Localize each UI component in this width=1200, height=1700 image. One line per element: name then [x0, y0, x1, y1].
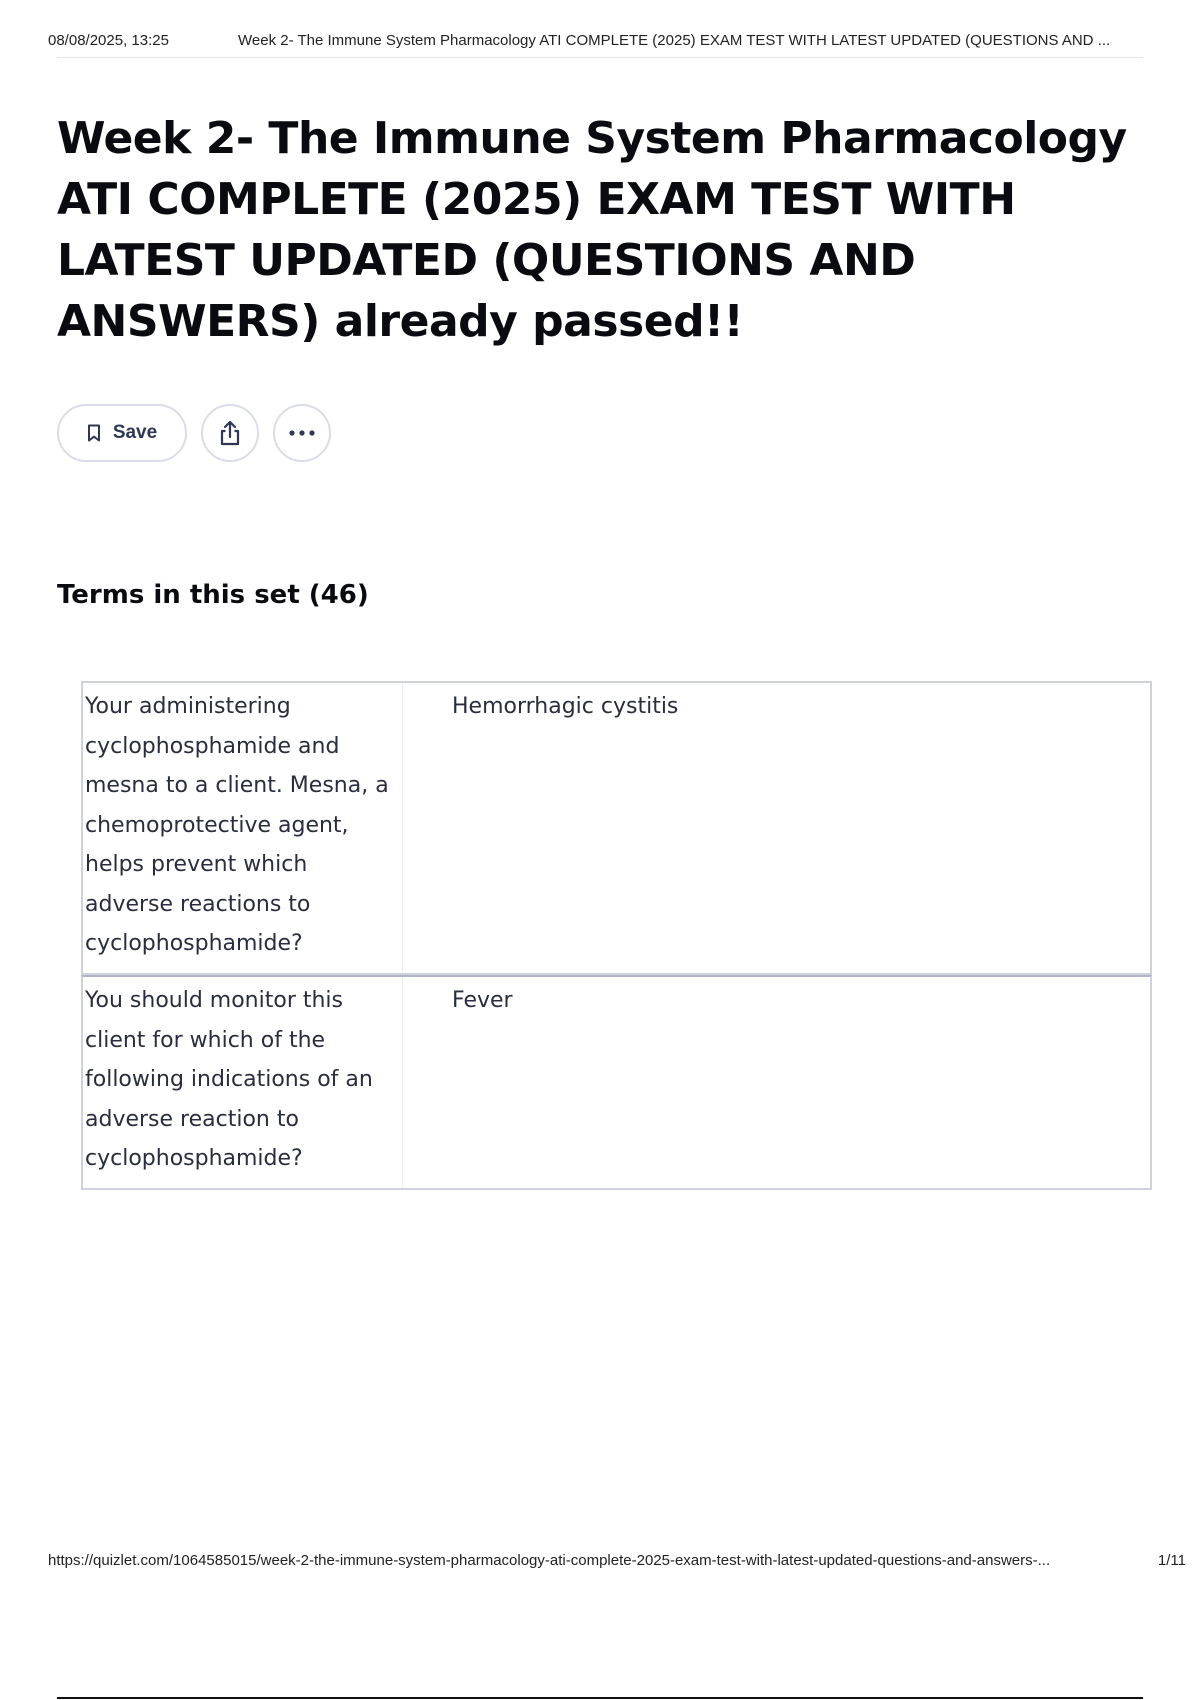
save-button[interactable] — [57, 404, 187, 462]
definition-text: Fever — [452, 988, 513, 1013]
print-timestamp: 08/08/2025, 13:25 — [48, 31, 169, 49]
term-card — [81, 681, 1152, 975]
set-actions — [57, 404, 331, 462]
save-label: Save — [112, 422, 158, 443]
page-title: Week 2- The Immune System Pharmacology ATI COMPLETE (2025) EXAM TEST WITH LATEST UPDATED (QUESTIONS AND ANSWERS) already passed!! — [57, 113, 1127, 347]
footer-divider — [57, 1697, 1143, 1699]
print-document-title: Week 2- The Immune System Pharmacology ATI COMPLETE (2025) EXAM TEST WITH LATEST UPDATED (QUESTIONS AND ... — [238, 31, 1111, 49]
term-card — [81, 975, 1152, 1190]
term-text: Your administering cyclophosphamide and mesna to a client. Mesna, a chemoprotective agent, helps prevent which adverse reactions to cyclophosphamide? — [83, 683, 403, 973]
print-header — [48, 28, 1180, 52]
share-icon — [218, 419, 242, 447]
bookmark-icon — [87, 424, 101, 442]
share-button[interactable] — [201, 404, 259, 462]
more-icon — [288, 429, 316, 437]
term-text: You should monitor this client for which of the following indications of an adverse reaction to cyclophosphamide? — [83, 977, 403, 1188]
print-footer — [48, 1548, 1186, 1572]
page-number: 1/11 — [1157, 1551, 1186, 1569]
more-options-button[interactable] — [273, 404, 331, 462]
terms-list — [81, 681, 1152, 1190]
definition-text: Hemorrhagic cystitis — [452, 694, 679, 719]
terms-heading: Terms in this set (46) — [57, 580, 369, 610]
header-divider — [57, 57, 1143, 58]
page-url: https://quizlet.com/1064585015/week-2-the-immune-system-pharmacology-ati-complete-2025-exam-test-with-latest-updated-questions-and-answers-... — [48, 1551, 1051, 1569]
